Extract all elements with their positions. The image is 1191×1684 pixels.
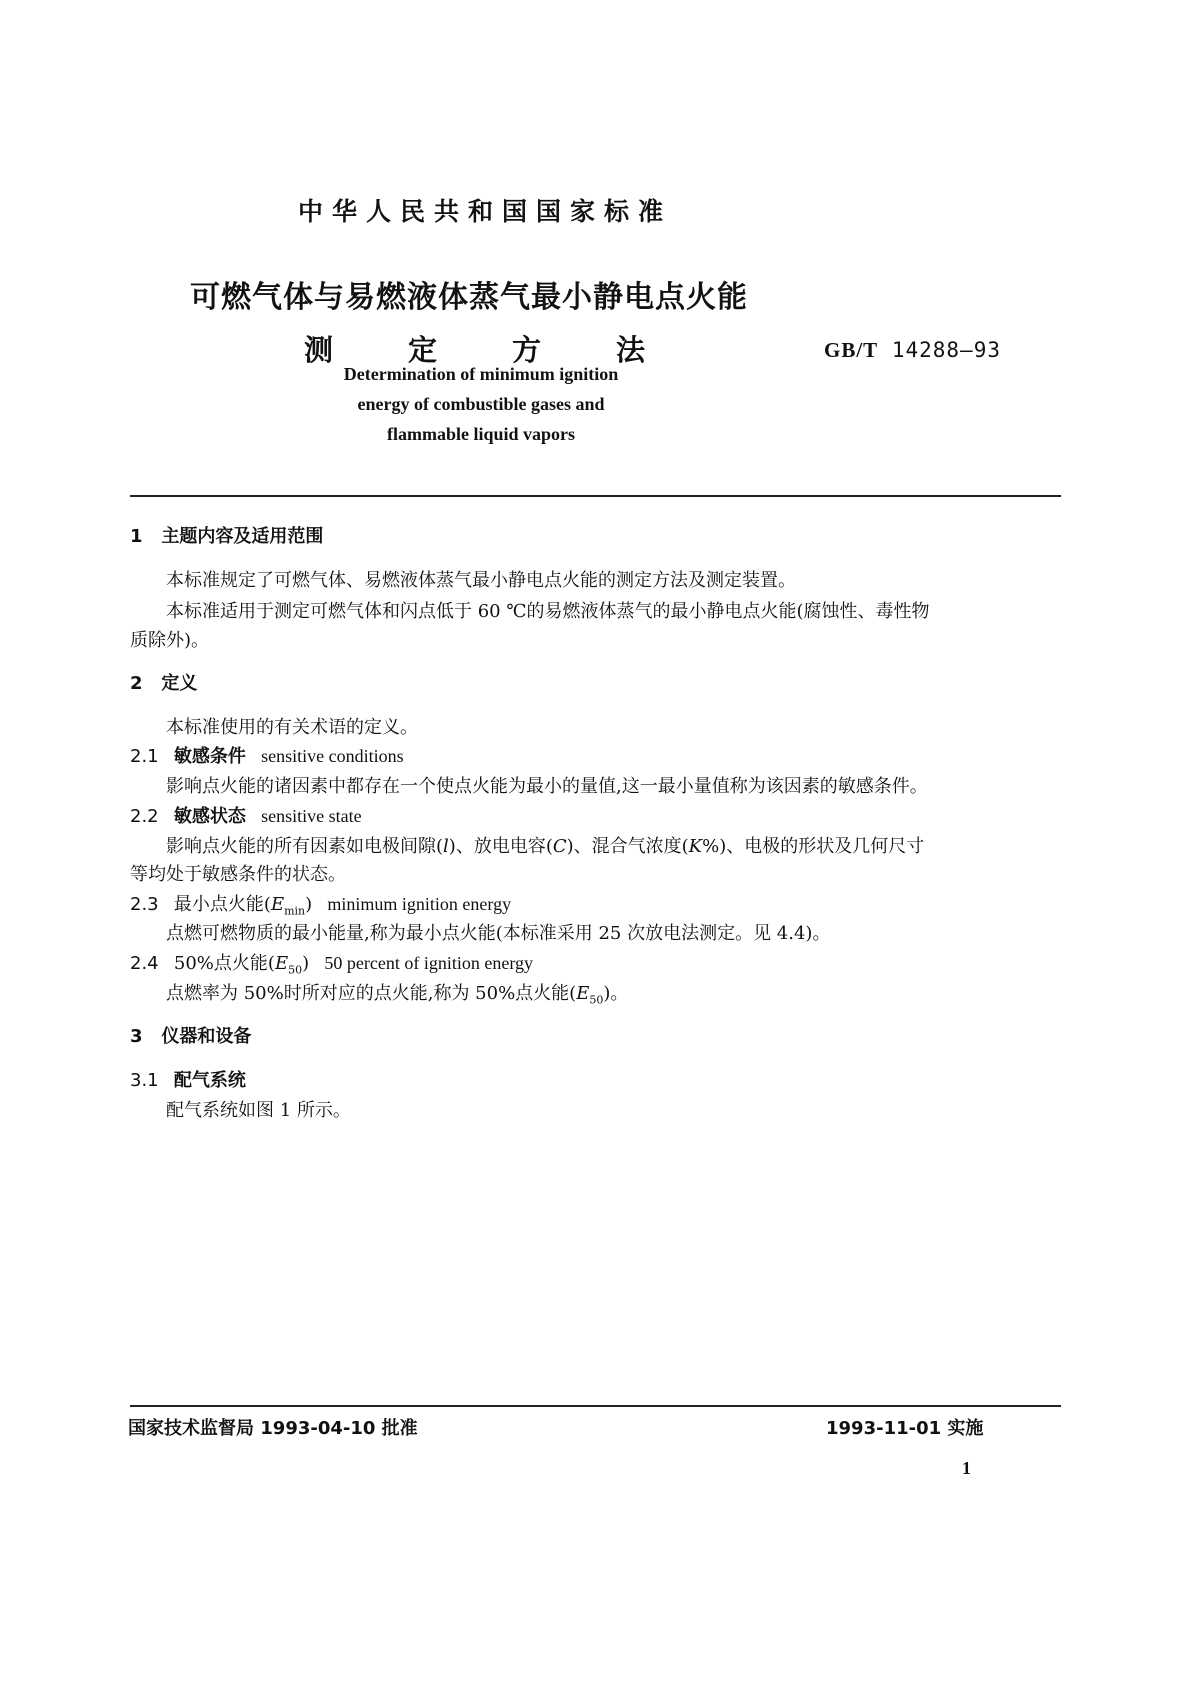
section-1-heading: [130, 522, 323, 548]
d22-text-c: )、混合气浓度(: [566, 836, 689, 857]
definition-2-3-term: [130, 890, 511, 918]
standard-code: 14288—93: [891, 338, 1001, 362]
definition-2-2-term-cn: 敏感状态: [173, 806, 246, 827]
footer-divider: [130, 1405, 1061, 1407]
section-3-heading: [130, 1022, 251, 1048]
d22-symbol-l: l: [443, 836, 449, 857]
section-1-paragraph-2-line1: 本标准适用于测定可燃气体和闪点低于 60 ℃的易燃液体蒸气的最小静电点火能(腐蚀性、毒性物: [166, 601, 930, 622]
d23-subscript: min: [284, 904, 306, 918]
section-1-paragraph-1: 本标准规定了可燃气体、易燃液体蒸气最小静电点火能的测定方法及测定装置。: [166, 570, 796, 591]
title-cn-line1: 可燃气体与易燃液体蒸气最小静电点火能: [190, 280, 748, 315]
section-2-title: 定义: [161, 673, 198, 694]
subsection-3-1-heading: [130, 1066, 246, 1092]
title-cn-line2: [304, 328, 720, 369]
subsection-3-1-number: 3.1: [130, 1070, 159, 1091]
d23-term-b: ): [305, 894, 313, 915]
definition-2-4-number: 2.4: [130, 953, 159, 974]
definition-2-1-number: 2.1: [130, 746, 159, 767]
title-char-1: 测: [304, 333, 334, 367]
definition-2-4-term-en: 50 percent of ignition energy: [324, 953, 533, 973]
d22-text-d: %)、电极的形状及几何尺寸: [702, 836, 925, 857]
header-divider: [130, 495, 1061, 497]
title-char-4: 法: [616, 333, 646, 367]
definition-2-3-term-cn: [173, 894, 313, 918]
d24-symbol-e2: E: [576, 983, 590, 1004]
definition-2-1-term-cn: 敏感条件: [173, 746, 246, 767]
title-en-line2: energy of combustible gases and: [357, 394, 605, 414]
d24-symbol-e: E: [274, 953, 289, 974]
title-en-line1: Determination of minimum ignition: [343, 364, 619, 384]
d24-text-b: )。: [603, 983, 629, 1004]
definition-2-3-number: 2.3: [130, 894, 159, 915]
definition-2-4-text: [166, 979, 628, 1007]
d22-text-a: 影响点火能的所有因素如电极间隙(: [166, 836, 444, 857]
definition-2-2-text-line1: [166, 832, 924, 858]
d24-subscript: 50: [288, 963, 303, 977]
d22-text-b: )、放电电容(: [448, 836, 553, 857]
definition-2-1-text: 影响点火能的诸因素中都存在一个使点火能为最小的量值,这一最小量值称为该因素的敏感条件。: [166, 776, 928, 797]
d24-term-a: 50%点火能(: [173, 953, 275, 974]
section-3-title: 仪器和设备: [161, 1026, 252, 1047]
d23-symbol-e: E: [270, 894, 285, 915]
page-number: 1: [962, 1458, 971, 1478]
d24-text-a: 点燃率为 50%时所对应的点火能,称为 50%点火能(: [166, 983, 577, 1004]
national-standard-heading: 中华人民共和国国家标准: [298, 197, 673, 226]
standard-number: [824, 338, 1001, 363]
d24-subscript-2: 50: [589, 993, 604, 1007]
subsection-3-1-title: 配气系统: [173, 1070, 246, 1091]
section-2-heading: [130, 669, 197, 695]
definition-2-1-term: [130, 742, 404, 768]
d22-symbol-c: C: [552, 836, 567, 857]
implementation-line: 1993-11-01 实施: [826, 1418, 984, 1439]
section-1-number: 1: [130, 526, 143, 547]
subsection-3-1-text: 配气系统如图 1 所示。: [166, 1100, 351, 1121]
definition-2-4-term-cn: [173, 953, 310, 977]
definition-2-2-term: [130, 802, 362, 828]
definition-2-2-number: 2.2: [130, 806, 159, 827]
section-2-number: 2: [130, 673, 143, 694]
section-3-number: 3: [130, 1026, 143, 1047]
standard-prefix: GB/T: [824, 338, 879, 362]
section-1-paragraph-2-line2: 质除外)。: [130, 630, 210, 651]
d23-term-a: 最小点火能(: [173, 894, 271, 915]
title-en-line3: flammable liquid vapors: [386, 424, 576, 444]
section-2-intro: 本标准使用的有关术语的定义。: [166, 717, 418, 738]
definition-2-4-term: [130, 949, 533, 977]
definition-2-2-text-line2: 等均处于敏感条件的状态。: [130, 864, 346, 885]
title-char-3: 方: [512, 333, 542, 367]
section-1-title: 主题内容及适用范围: [161, 526, 324, 547]
definition-2-1-term-en: sensitive conditions: [261, 746, 404, 766]
d24-term-b: ): [302, 953, 310, 974]
title-char-2: 定: [408, 333, 438, 367]
definition-2-3-term-en: minimum ignition energy: [327, 894, 512, 914]
definition-2-3-text: 点燃可燃物质的最小能量,称为最小点火能(本标准采用 25 次放电法测定。见 4.4)。: [166, 923, 831, 944]
definition-2-2-term-en: sensitive state: [261, 806, 362, 826]
approval-line: 国家技术监督局 1993-04-10 批准: [128, 1418, 418, 1439]
d22-symbol-k: K: [688, 836, 703, 857]
